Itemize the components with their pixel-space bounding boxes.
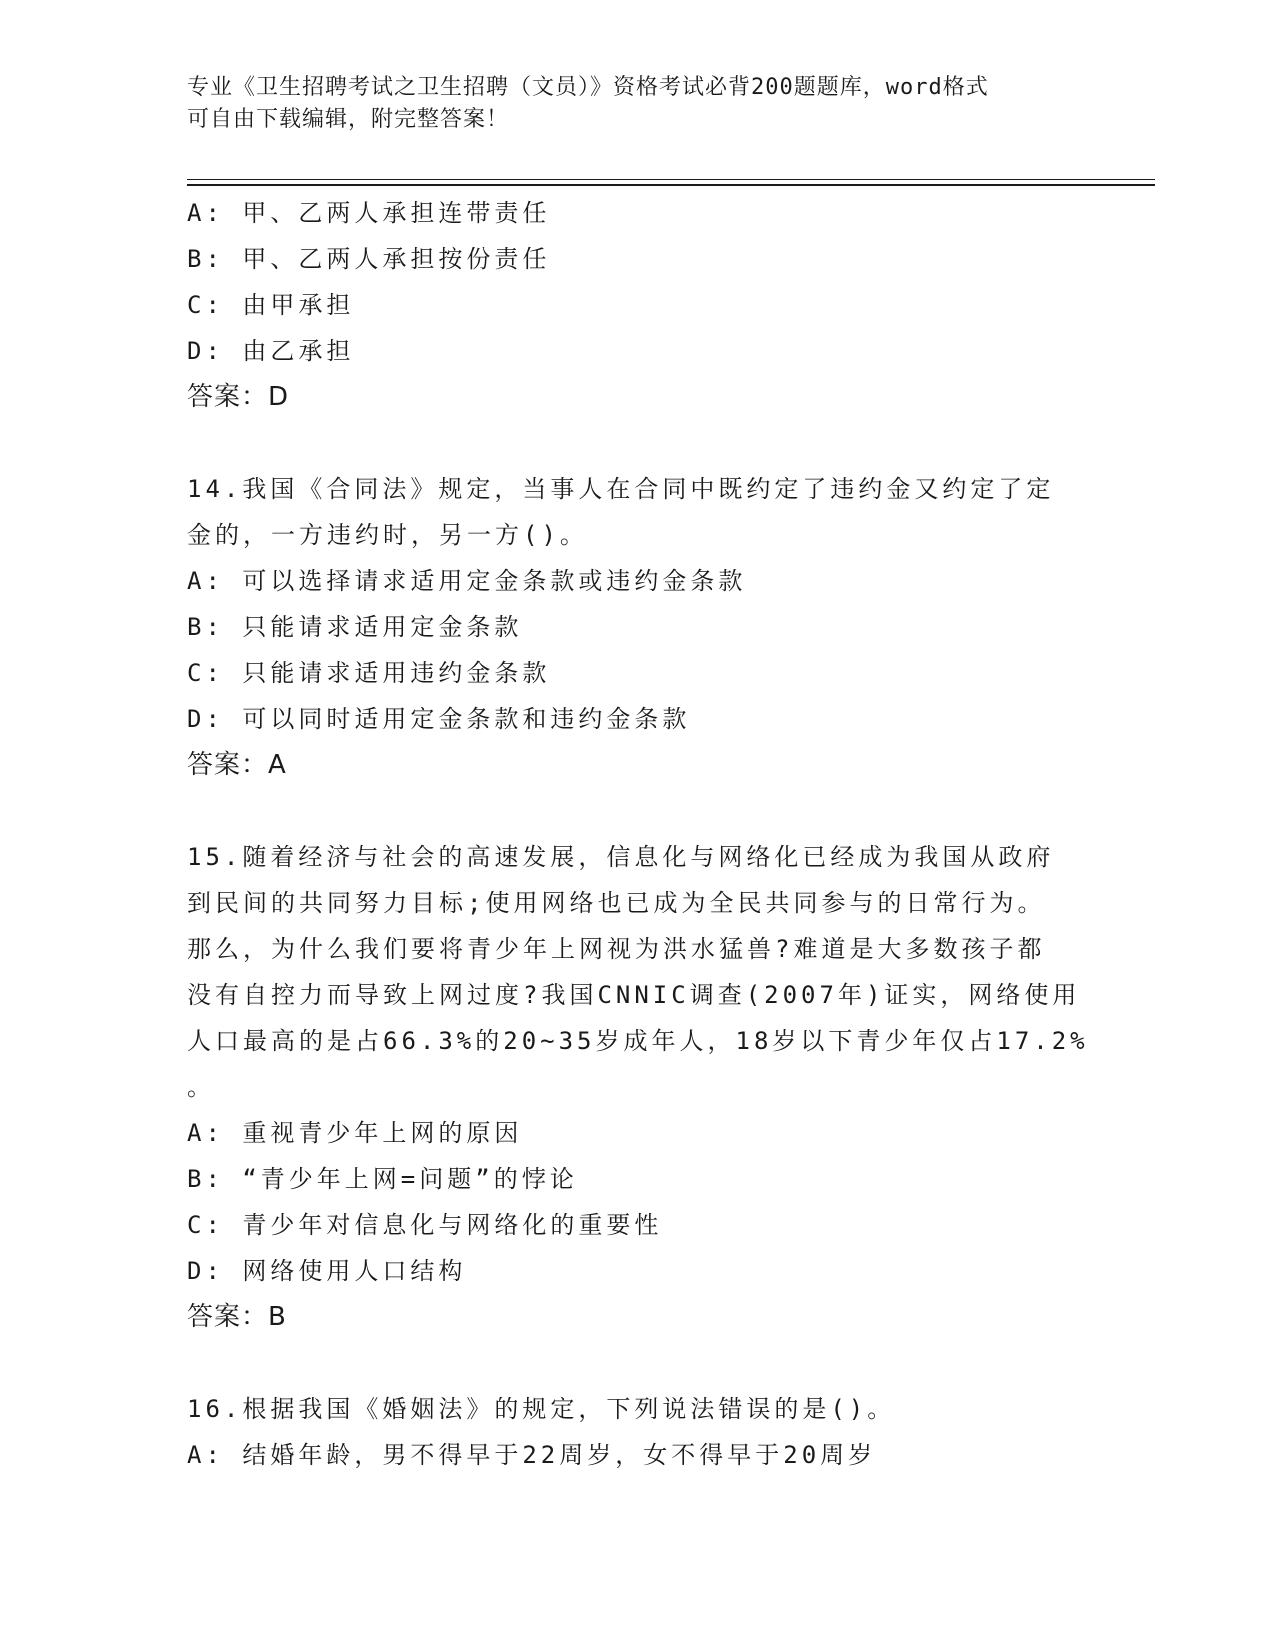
question-text-line: 人口最高的是占66.3%的20~35岁成年人，18岁以下青少年仅占17.2% <box>187 1027 1089 1055</box>
question-15 <box>187 834 1087 1340</box>
question-14 <box>187 466 1087 788</box>
header-rule-thin <box>187 179 1155 180</box>
question-text-line: 。 <box>187 1073 215 1101</box>
header-line-2: 可自由下载编辑，附完整答案！ <box>187 107 510 132</box>
answer-line: 答案：A <box>187 750 287 780</box>
option-d: D: 网络使用人口结构 <box>187 1257 467 1285</box>
option-a: A: 甲、乙两人承担连带责任 <box>187 199 551 227</box>
question-13 <box>187 190 1087 420</box>
question-16 <box>187 1386 1087 1478</box>
question-text-line: 15.随着经济与社会的高速发展，信息化与网络化已经成为我国从政府 <box>187 843 1055 871</box>
spacer <box>187 420 1087 466</box>
question-text-line: 没有自控力而导致上网过度?我国CNNIC调查(2007年)证实，网络使用 <box>187 981 1081 1009</box>
question-list <box>187 190 1087 1478</box>
header-rule-thick <box>187 184 1155 186</box>
answer-line: 答案：D <box>187 382 290 412</box>
option-c: C: 青少年对信息化与网络化的重要性 <box>187 1211 663 1239</box>
spacer <box>187 788 1087 834</box>
option-a: A: 可以选择请求适用定金条款或违约金条款 <box>187 567 747 595</box>
option-c: C: 由甲承担 <box>187 291 355 319</box>
question-text-line: 到民间的共同努力目标;使用网络也已成为全民共同参与的日常行为。 <box>187 889 1046 917</box>
question-text-line: 金的，一方违约时，另一方()。 <box>187 521 588 549</box>
option-a: A: 重视青少年上网的原因 <box>187 1119 523 1147</box>
question-text-line: 16.根据我国《婚姻法》的规定，下列说法错误的是()。 <box>187 1395 896 1423</box>
answer-line: 答案：B <box>187 1302 287 1332</box>
option-c: C: 只能请求适用违约金条款 <box>187 659 551 687</box>
option-a: A: 结婚年龄，男不得早于22周岁，女不得早于20周岁 <box>187 1441 877 1469</box>
option-b: B: “青少年上网=问题”的悖论 <box>187 1165 578 1193</box>
option-b: B: 只能请求适用定金条款 <box>187 613 523 641</box>
header-line-1: 专业《卫生招聘考试之卫生招聘（文员）》资格考试必背200题题库，word格式 <box>187 75 989 100</box>
question-text-line: 14.我国《合同法》规定，当事人在合同中既约定了违约金又约定了定 <box>187 475 1055 503</box>
option-b: B: 甲、乙两人承担按份责任 <box>187 245 551 273</box>
question-text-line: 那么，为什么我们要将青少年上网视为洪水猛兽?难道是大多数孩子都 <box>187 935 1046 963</box>
option-d: D: 可以同时适用定金条款和违约金条款 <box>187 705 691 733</box>
option-d: D: 由乙承担 <box>187 337 355 365</box>
spacer <box>187 1340 1087 1386</box>
document-header <box>187 72 1087 136</box>
